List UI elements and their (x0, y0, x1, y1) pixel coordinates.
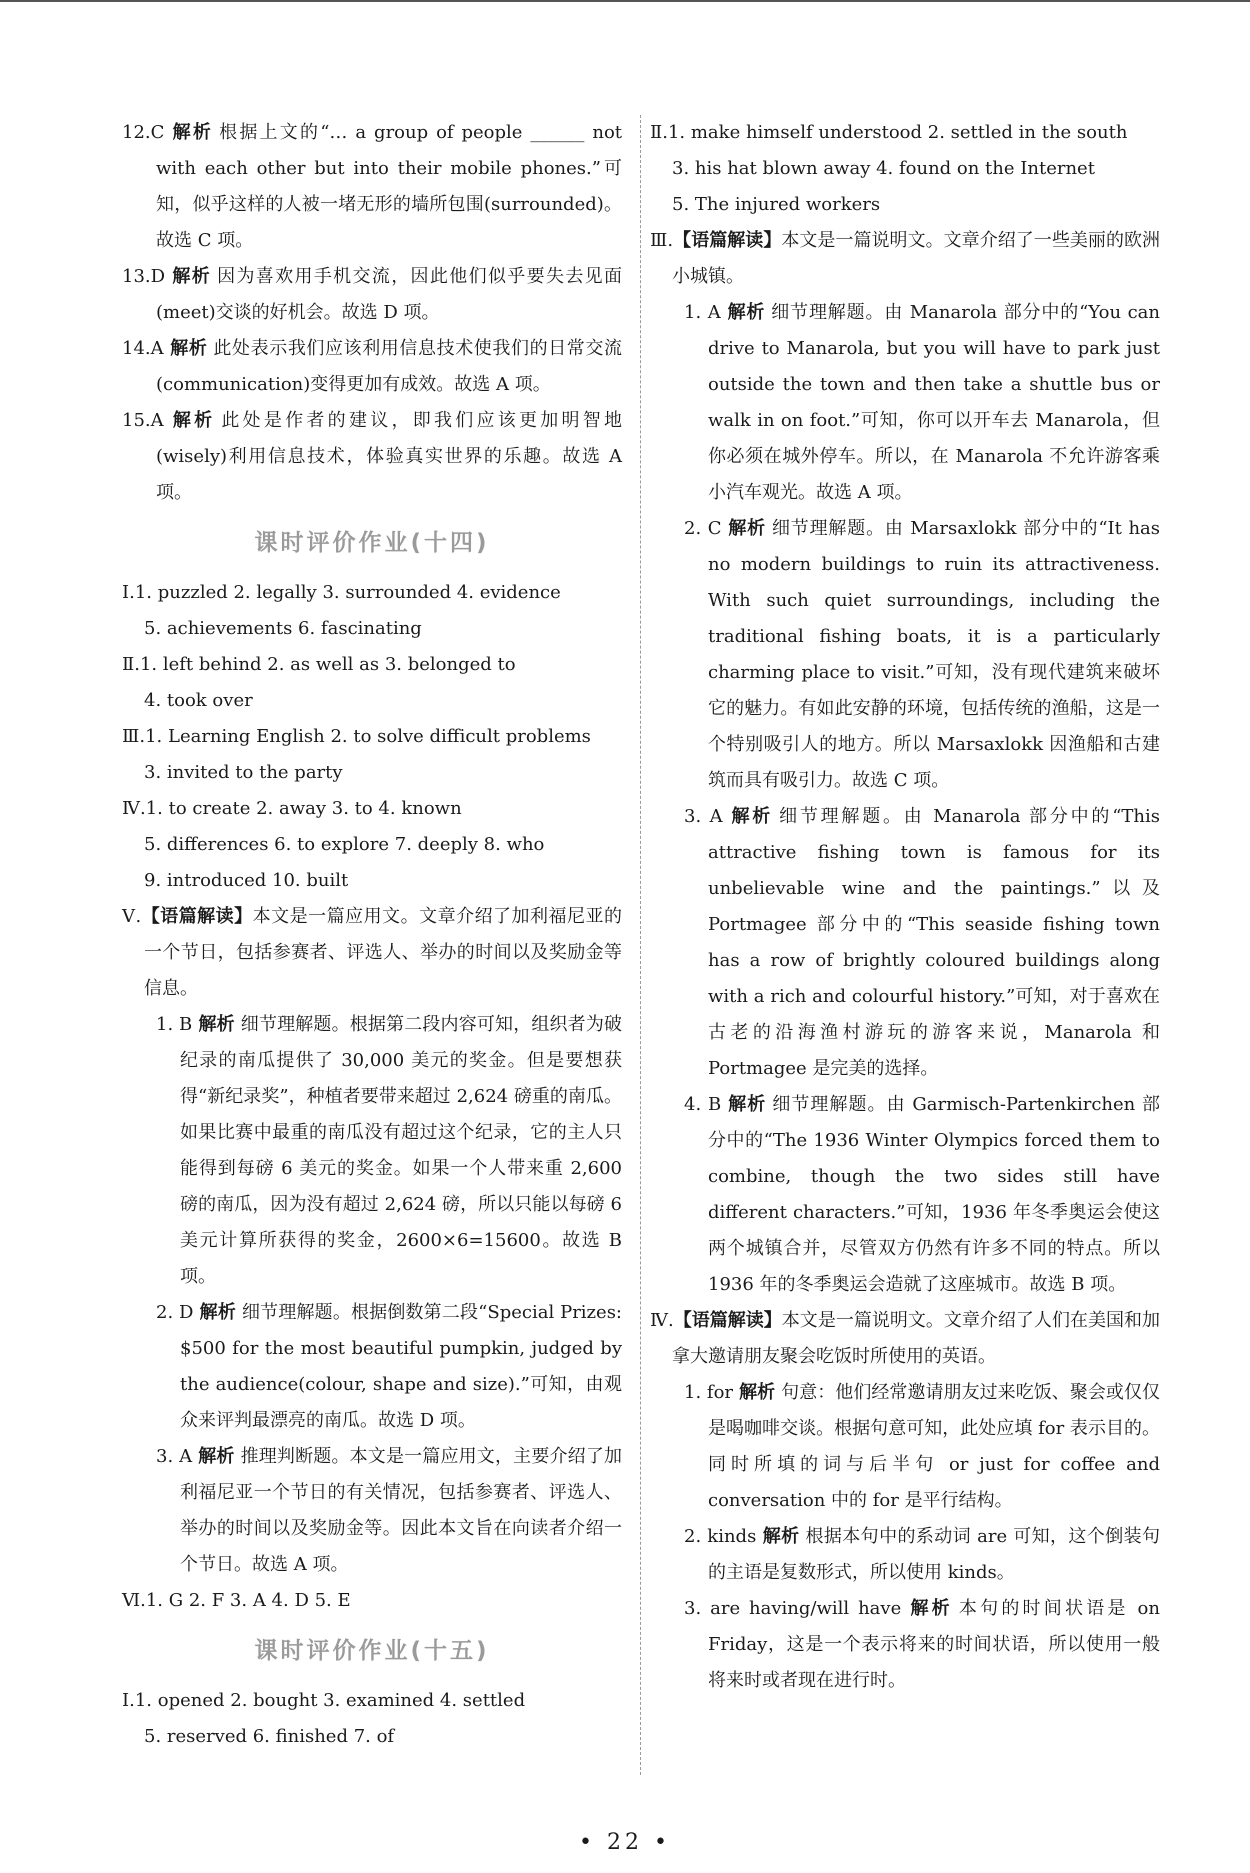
section-2-line2: 4. took over (144, 690, 253, 711)
right-section-4-answer-3: 3. are having/will have 解析 本句的时间状语是 on Friday，这是一个表示将来的时间状语，所以使用一般将来时或者现在进行时。 (684, 1598, 1160, 1691)
section-3-line2: 3. invited to the party (144, 762, 343, 783)
section-3: Ⅲ.1. Learning English 2. to solve difficult problems (122, 726, 591, 747)
right-section-2-line2: 3. his hat blown away 4. found on the Internet (672, 158, 1095, 179)
section-5-answer-3: 3. A 解析 推理判断题。本文是一篇应用文，主要介绍了加利福尼亚一个节日的有关情况，包括参赛者、评选人、举办的时间以及奖励金等。因此本文旨在向读者介绍一个节日。故选 A 项。 (156, 1446, 623, 1575)
section-5-answer-1: 1. B 解析 细节理解题。根据第二段内容可知，组织者为破纪录的南瓜提供了 30,000 美元的奖金。但是要想获得“新纪录奖”，种植者要带来超过 2,624 磅重的南瓜。如果比赛中最重的南瓜没有超过这个纪录，它的主人只能得到每磅 6 美元的奖金。如果一个人带来重 2,600 磅的南瓜，因为没有超过 2,624 磅，所以只能以每磅 6 美元计算所获得的奖金，2600×6=15600。故选 B 项。 (156, 1014, 623, 1287)
right-section-3-answer-4: 4. B 解析 细节理解题。由 Garmisch-Partenkirchen 部分中的“The 1936 Winter Olympics forced them to combine, though the two sides still have different characters.”可知，1936 年冬季奥运会使这两个城镇合并，尽管双方仍然有许多不同的特点。所以 1936 年的冬季奥运会造就了这座城市。故选 B 项。 (684, 1094, 1161, 1295)
section-4-line3: 9. introduced 10. built (144, 870, 349, 891)
right-section-2-line3: 5. The injured workers (672, 194, 881, 215)
top-rule (0, 0, 1250, 2)
answer-15: 15.A 解析 此处是作者的建议，即我们应该更加明智地(wisely)利用信息技术，体验真实世界的乐趣。故选 A 项。 (122, 410, 623, 503)
section-2: Ⅱ.1. left behind 2. as well as 3. belonged to (122, 654, 516, 675)
answer-13: 13.D 解析 因为喜欢用手机交流，因此他们似乎要失去见面(meet)交谈的好机会。故选 D 项。 (122, 266, 623, 323)
page-number: • 22 • (579, 1830, 671, 1855)
section-heading-14: 课时评价作业(十四) (254, 530, 490, 556)
right-section-4-intro: Ⅳ.【语篇解读】本文是一篇说明文。文章介绍了人们在美国和加拿大邀请朋友聚会吃饭时所使用的英语。 (650, 1310, 1160, 1367)
right-column (650, 115, 1160, 1699)
right-section-2: Ⅱ.1. make himself understood 2. settled in the south (650, 122, 1128, 143)
section-1: Ⅰ.1. puzzled 2. legally 3. surrounded 4. evidence (122, 582, 561, 603)
section-4-line2: 5. differences 6. to explore 7. deeply 8. who (144, 834, 545, 855)
section-1-line2: 5. achievements 6. fascinating (144, 618, 422, 639)
section-7: Ⅰ.1. opened 2. bought 3. examined 4. settled (122, 1690, 526, 1711)
right-section-3-answer-2: 2. C 解析 细节理解题。由 Marsaxlokk 部分中的“It has no modern buildings to ruin its attractiveness. With such quiet surroundings, including the traditional fishing boats, it is a particularly charming place to visit.”可知，没有现代建筑来破坏它的魅力。有如此安静的环境，包括传统的渔船，这是一个特别吸引人的地方。所以 Marsaxlokk 因渔船和古建筑而具有吸引力。故选 C 项。 (684, 518, 1161, 791)
section-6: Ⅵ.1. G 2. F 3. A 4. D 5. E (122, 1590, 351, 1611)
section-heading-15: 课时评价作业(十五) (254, 1638, 490, 1664)
section-4: Ⅳ.1. to create 2. away 3. to 4. known (122, 798, 462, 819)
answer-14: 14.A 解析 此处表示我们应该利用信息技术使我们的日常交流(communication)变得更加有成效。故选 A 项。 (122, 338, 622, 395)
right-section-3-answer-3: 3. A 解析 细节理解题。由 Manarola 部分中的“This attractive fishing town is famous for its unbelievable wine and the paintings.”以及 Portmagee 部分中的“This seaside fishing town has a row of brightly coloured buildings along with a rich and colourful history.”可知，对于喜欢在古老的沿海渔村游玩的游客来说，Manarola 和 Portmagee 是完美的选择。 (684, 806, 1160, 1079)
left-column (122, 115, 622, 1755)
right-section-4-answer-2: 2. kinds 解析 根据本句中的系动词 are 可知，这个倒装句的主语是复数形式，所以使用 kinds。 (684, 1526, 1160, 1583)
column-divider (640, 115, 641, 1775)
section-7-line2: 5. reserved 6. finished 7. of (144, 1726, 395, 1747)
right-section-4-answer-1: 1. for 解析 句意：他们经常邀请朋友过来吃饭、聚会或仅仅是喝咖啡交谈。根据句意可知，此处应填 for 表示目的。同时所填的词与后半句 or just for coffee and conversation 中的 for 是平行结构。 (684, 1382, 1161, 1511)
right-section-3-intro: Ⅲ.【语篇解读】本文是一篇说明文。文章介绍了一些美丽的欧洲小城镇。 (650, 230, 1161, 287)
section-5-intro: Ⅴ.【语篇解读】本文是一篇应用文。文章介绍了加利福尼亚的一个节日，包括参赛者、评选人、举办的时间以及奖励金等信息。 (122, 906, 623, 999)
section-5-answer-2: 2. D 解析 细节理解题。根据倒数第二段“Special Prizes: $500 for the most beautiful pumpkin, judged by the audience(colour, shape and size).”可知，由观众来评判最漂亮的南瓜。故选 D 项。 (156, 1302, 622, 1431)
answer-12: 12.C 解析 根据上文的“… a group of people ______ not with each other but into their mobile phones.”可知，似乎这样的人被一堵无形的墙所包围(surrounded)。故选 C 项。 (122, 122, 623, 251)
right-section-3-answer-1: 1. A 解析 细节理解题。由 Manarola 部分中的“You can drive to Manarola, but you will have to park just outside the town and then take a shuttle bus or walk in on foot.”可知，你可以开车去 Manarola，但你必须在城外停车。所以，在 Manarola 不允许游客乘小汽车观光。故选 A 项。 (684, 302, 1161, 503)
